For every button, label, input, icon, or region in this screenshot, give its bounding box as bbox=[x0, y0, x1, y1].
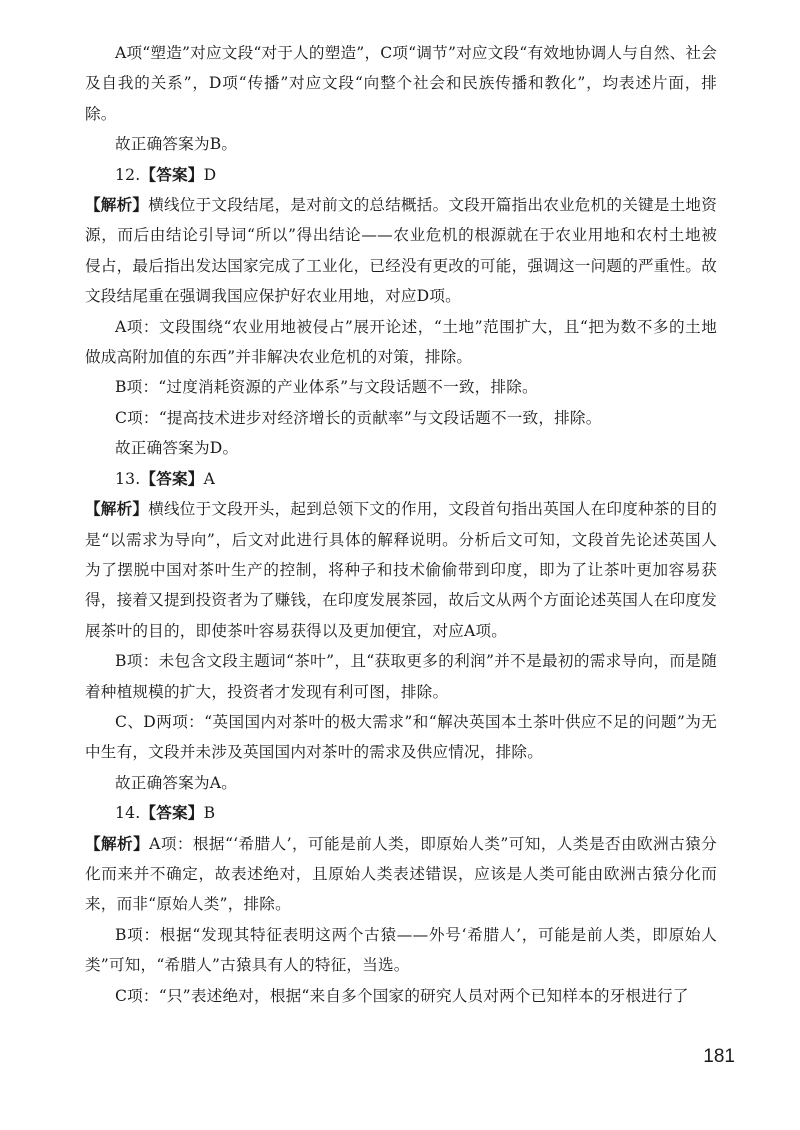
question-number: 12. bbox=[115, 165, 141, 184]
document-body bbox=[85, 38, 717, 1011]
answer-line bbox=[85, 798, 717, 828]
paragraph: A项“塑造”对应文段“对于人的塑造”，C项“调节”对应文段“有效地协调人与自然、社会及自我的关系”，D项“传播”对应文段“向整个社会和民族传播和教化”，均表述片面，排除。 bbox=[85, 44, 717, 123]
analysis-text: 横线位于文段开头，起到总领下文的作用，文段首句指出英国人在印度种茶的目的是“以需求为导向”，后文对此进行具体的解释说明。分析后文可知，文段首先论述英国人为了摆脱中国对茶叶生产的控制，将种子和技术偷偷带到印度，即为了让茶叶更加容易获得，接着又提到投资者为了赚钱，在印度发展茶园，故后文从两个方面论述英国人在印度发展茶叶的目的，即使茶叶容易获得以及更加便宜，对应A项。 bbox=[85, 500, 717, 640]
paragraph: A项：文段围绕“农业用地被侵占”展开论述，“土地”范围扩大，且“把为数不多的土地做成高附加值的东西”并非解决农业危机的对策，排除。 bbox=[85, 317, 717, 367]
paragraph: C项：“提高技术进步对经济增长的贡献率”与文段话题不一致，排除。 bbox=[115, 408, 602, 427]
analysis-tag: 【解析】 bbox=[85, 196, 149, 215]
question-number: 13. bbox=[115, 469, 141, 488]
paragraph: C、D两项：“英国国内对茶叶的极大需求”和“解决英国本土茶叶供应不足的问题”为无中生有，文段并未涉及英国国内对茶叶的需求及供应情况，排除。 bbox=[85, 712, 717, 762]
analysis-paragraph bbox=[85, 190, 717, 312]
answer-tag: 【答案】 bbox=[140, 165, 204, 184]
analysis-text: 横线位于文段结尾，是对前文的总结概括。文段开篇指出农业危机的关键是土地资源，而后由结论引导词“所以”得出结论——农业危机的根源就在于农业用地和农村土地被侵占，最后指出发达国家完成了工业化，已经没有更改的可能，强调这一问题的严重性。故文段结尾重在强调我国应保护好农业用地，对应D项。 bbox=[85, 196, 717, 306]
analysis-tag: 【解析】 bbox=[85, 834, 150, 853]
answer-line bbox=[85, 464, 717, 494]
analysis-tag: 【解析】 bbox=[85, 500, 149, 519]
answer-value: A bbox=[203, 469, 216, 488]
paragraph: B项：未包含文段主题词“茶叶”，且“获取更多的利润”并不是最初的需求导向，而是随着种植规模的扩大，投资者才发现有利可图，排除。 bbox=[85, 652, 717, 701]
answer-tag: 【答案】 bbox=[140, 804, 204, 823]
paragraph: C项：“只”表述绝对，根据“来自多个国家的研究人员对两个已知样本的牙根进行了 bbox=[115, 986, 689, 1005]
analysis-paragraph bbox=[85, 494, 717, 646]
paragraph: B项：“过度消耗资源的产业体系”与文段话题不一致，排除。 bbox=[115, 378, 538, 397]
page-number: 181 bbox=[703, 1046, 735, 1067]
answer-value: D bbox=[203, 165, 217, 184]
answer-tag: 【答案】 bbox=[140, 469, 204, 488]
answer-value: B bbox=[203, 804, 216, 823]
paragraph: 故正确答案为D。 bbox=[115, 439, 239, 458]
paragraph: B项：根据“发现其特征表明这两个古猿——外号‘希腊人’，可能是前人类，即原始人类”可知，“希腊人”古猿具有人的特征，当选。 bbox=[85, 925, 717, 975]
answer-line bbox=[85, 160, 717, 190]
question-number: 14. bbox=[115, 804, 141, 823]
paragraph: 故正确答案为B。 bbox=[115, 135, 238, 154]
analysis-paragraph bbox=[85, 829, 717, 920]
analysis-text: A项：根据“‘希腊人’，可能是前人类，即原始人类”可知，人类是否由欧洲古猿分化而来并不确定，故表述绝对，且原始人类表述错误，应该是人类可能由欧洲古猿分化而来，而非“原始人类”，排除。 bbox=[85, 834, 717, 914]
paragraph: 故正确答案为A。 bbox=[115, 773, 238, 792]
